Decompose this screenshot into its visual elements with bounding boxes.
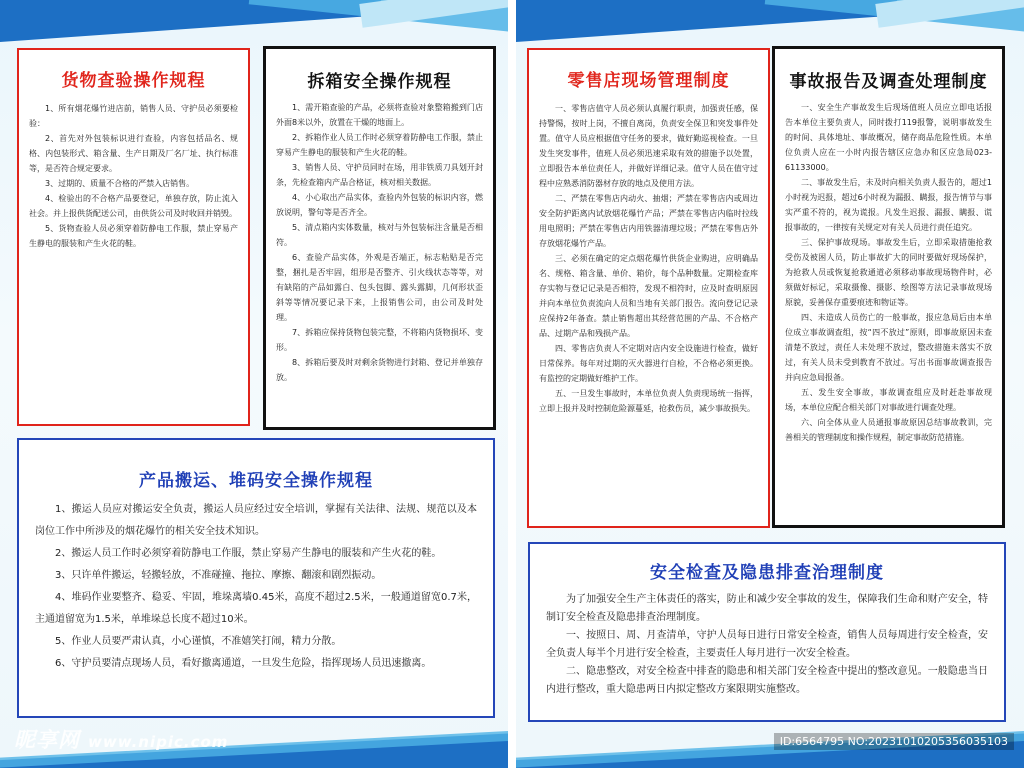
paragraph: 3、只许单件搬运，轻搬轻放，不准碰撞、拖拉、摩擦、翻滚和剧烈振动。 [55,570,382,581]
paragraph: 四、零售店负责人不定期对店内安全设施进行检查，做好日常保养。每年对过期的灭火器进行自检，不合格必须更换。有监控的定期做好维护工作。 [539,344,758,383]
paragraph: 二、隐患整改，对安全检查中排查的隐患和相关部门安全检查中提出的整改意见。一般隐患当日内进行整改，重大隐患两日内拟定整改方案限期实施整改。 [546,666,988,695]
paragraph: 5、货物查验人员必须穿着防静电工作服，禁止穿易产生静电的服装和产生火花的鞋。 [29,224,238,248]
paragraph: 五、一旦发生事故时，本单位负责人负责现场统一指挥，立即上报并及时控制危险源蔓延，抢救伤员，减少事故损失。 [539,389,758,413]
paragraph: 五、发生安全事故，事故调查组应及时赶赴事故现场，本单位应配合相关部门对事故进行调查处理。 [785,388,992,412]
paragraph: 四、未造成人员伤亡的一般事故，报应急局后由本单位成立事故调查组，按“四不放过”原则，即事故原因未查清楚不放过，责任人未处理不放过，整改措施未落实不放过，有关人员未受到教育不放过。写出书面事故调查报告并向应急局报备。 [785,313,992,382]
paragraph: 3、过期的、质量不合格的严禁入店销售。 [45,179,195,188]
right-poster [516,0,1024,768]
card-title [539,66,758,91]
top-wave-decoration [516,0,1024,46]
paragraph: 4、检验出的不合格产品要登记，单独存放，防止流入社会。并上报供货配送公司，由供货公司及时收回并销毁。 [29,194,238,218]
paragraph: 5、作业人员要严肃认真，小心谨慎，不准嬉笑打闹，精力分散。 [55,636,342,647]
handling-stacking-card [17,438,495,718]
card-title: 安全检查及隐患排查治理制度 [650,563,884,583]
paragraph: 8、拆箱后要及时对剩余货物进行封箱、登记并单独存放。 [276,358,483,382]
store-management-card [527,48,770,528]
paragraph: 二、事故发生后，未及时向相关负责人报告的，超过1小时视为迟报，超过6小时视为漏报、瞒报，报告情节与事实严重不符的，视为谎报。凡发生迟报、漏报、瞒报、谎报事故的，一律按有关规定对有关人员进行责任追究。 [785,178,992,232]
paragraph: 一、按照日、周、月查清单，守护人员每日进行日常安全检查，销售人员每周进行安全检查，安全负责人每半个月进行安全检查，主要责任人每月进行一次安全检查。 [546,630,988,659]
paragraph: 六、向全体从业人员通报事故原因总结事故教训，完善相关的管理制度和操作规程，制定事故防范措施。 [785,418,992,442]
accident-report-card [772,46,1005,528]
paragraph: 6、守护员要清点现场人员，看好撤离通道，一旦发生危险，指挥现场人员迅速撤离。 [55,658,432,669]
paragraph: 1、所有烟花爆竹进店前，销售人员、守护员必须要检验： [29,104,238,128]
unboxing-safety-card [263,46,496,430]
poster-divider [508,0,516,768]
paragraph: 7、拆箱应保持货物包装完整，不将箱内货物损坏、变形。 [276,328,483,352]
watermark [14,724,228,754]
card-body [785,100,992,445]
card-title: 事故报告及调查处理制度 [789,72,988,92]
paragraph: 3、销售人员、守护员同时在场，用非铁质刀具划开封条，先检查箱内产品合格证，核对相关数据。 [276,163,483,187]
card-body [276,100,483,385]
paragraph: 一、安全生产事故发生后现场值班人员应立即电话报告本单位主要负责人，同时拨打119报警，说明事故发生的时间、具体地址、事故概况，储存商品危险性质。本单位负责人应在一小时内报告辖区应急办和区应急局023-61133000。 [785,103,992,172]
paragraph: 2、拆箱作业人员工作时必须穿着防静电工作服，禁止穿易产生静电的服装和产生火花的鞋。 [276,133,483,157]
paragraph: 6、查验产品实体，外观是否端正，标志粘贴是否完整，捆扎是否牢固，组形是否整齐、引火线状态等等，对有缺陷的产品如露白、包头包脚、露头露脚，几何形状歪斜等等情况要记录下来，上报销售公司，由公司及时处理。 [276,253,483,322]
image-id-label: ID:6564795 NO:20231010205356035103 [774,733,1014,750]
paragraph: 三、保护事故现场。事故发生后，立即采取措施抢救受伤及被困人员，防止事故扩大的同时要做好现场保护，为抢救人员或恢复抢救通道必须移动事故现场物件时，必须做好标记，采取摄像、摄影、绘图等方法记录事故现场原貌，妥善保存重要痕迹和物证等。 [785,238,992,307]
card-body [546,591,988,699]
top-wave-decoration [0,0,508,46]
paragraph: 1、需开箱查验的产品，必须将查验对象整箱搬到门店外面8米以外，放置在干燥的地面上。 [276,103,483,127]
paragraph: 三、必须在确定的定点烟花爆竹供货企业购进，应明确品名、规格、箱含量、单价、箱价，每个品种数量。定期检查库存实物与登记记录是否相符，发现不相符时，应及时查明原因并向本单位负责流向人员和当地有关部门报告。流向登记记录应保持2年备查。禁止销售超出其经营范围的产品、不合格产品、过期产品和残损产品。 [539,254,758,338]
card-title-text: 零售店现场管理制度 [562,66,736,91]
paragraph: 二、严禁在零售店内动火、抽烟；严禁在零售店内或周边安全防护距离内试放烟花爆竹产品；严禁在零售店内临时拉线用电照明；严禁在零售店内用铁器清理垃圾；严禁在零售店外存放烟花爆竹产品。 [539,194,758,248]
card-title: 货物查验操作规程 [61,71,206,91]
watermark-url: www.nipic.com [88,733,229,751]
card-body [35,499,477,675]
paragraph: 2、搬运人员工作时必须穿着防静电工作服，禁止穿易产生静电的服装和产生火花的鞋。 [55,548,442,559]
cargo-inspection-card [17,48,250,426]
card-body [539,101,758,416]
watermark-logo: 昵享网 [14,727,80,752]
paragraph: 一、零售店值守人员必须认真履行职责，加强责任感，保持警惕，按时上岗，不擅自离岗，负责安全保卫和突发事件处置。值守人员应根据值守任务的要求，做好勤巡视检查。一旦发生突发事件，值班人员必须迅速采取有效的措施予以处置，立即报告本单位责任人，并做好详细记录。值守人员在值守过程中应熟悉消防器材存放的地点及使用方法。 [539,104,758,188]
card-title: 产品搬运、堆码安全操作规程 [139,471,373,491]
paragraph: 为了加强安全生产主体责任的落实，防止和减少安全事故的发生，保障我们生命和财产安全，特制订安全检查及隐患排查治理制度。 [546,594,988,623]
safety-inspection-card [528,542,1006,722]
paragraph: 1、搬运人员应对搬运安全负责，搬运人员应经过安全培训，掌握有关法律、法规、规范以及本岗位工作中所涉及的烟花爆竹的相关安全技术知识。 [35,504,477,537]
paragraph: 4、小心取出产品实体，查验内外包装的标识内容，燃放说明，警句等是否齐全。 [276,193,483,217]
card-body [29,101,238,251]
left-poster [0,0,508,768]
card-title: 拆箱安全操作规程 [307,72,452,92]
paragraph: 2、首先对外包装标识进行查验，内容包括品名、规格、内包装形式、箱含量、生产日期及厂名厂址、执行标准等，是否符合规定要求。 [29,134,238,173]
paragraph: 4、堆码作业要整齐、稳妥、牢固，堆垛离墙0.45米，高度不超过2.5米，一般通道留宽0.7米，主通道留宽为1.5米，单堆垛总长度不超过10米。 [35,592,477,625]
paragraph: 5、清点箱内实体数量，核对与外包装标注含量是否相符。 [276,223,483,247]
